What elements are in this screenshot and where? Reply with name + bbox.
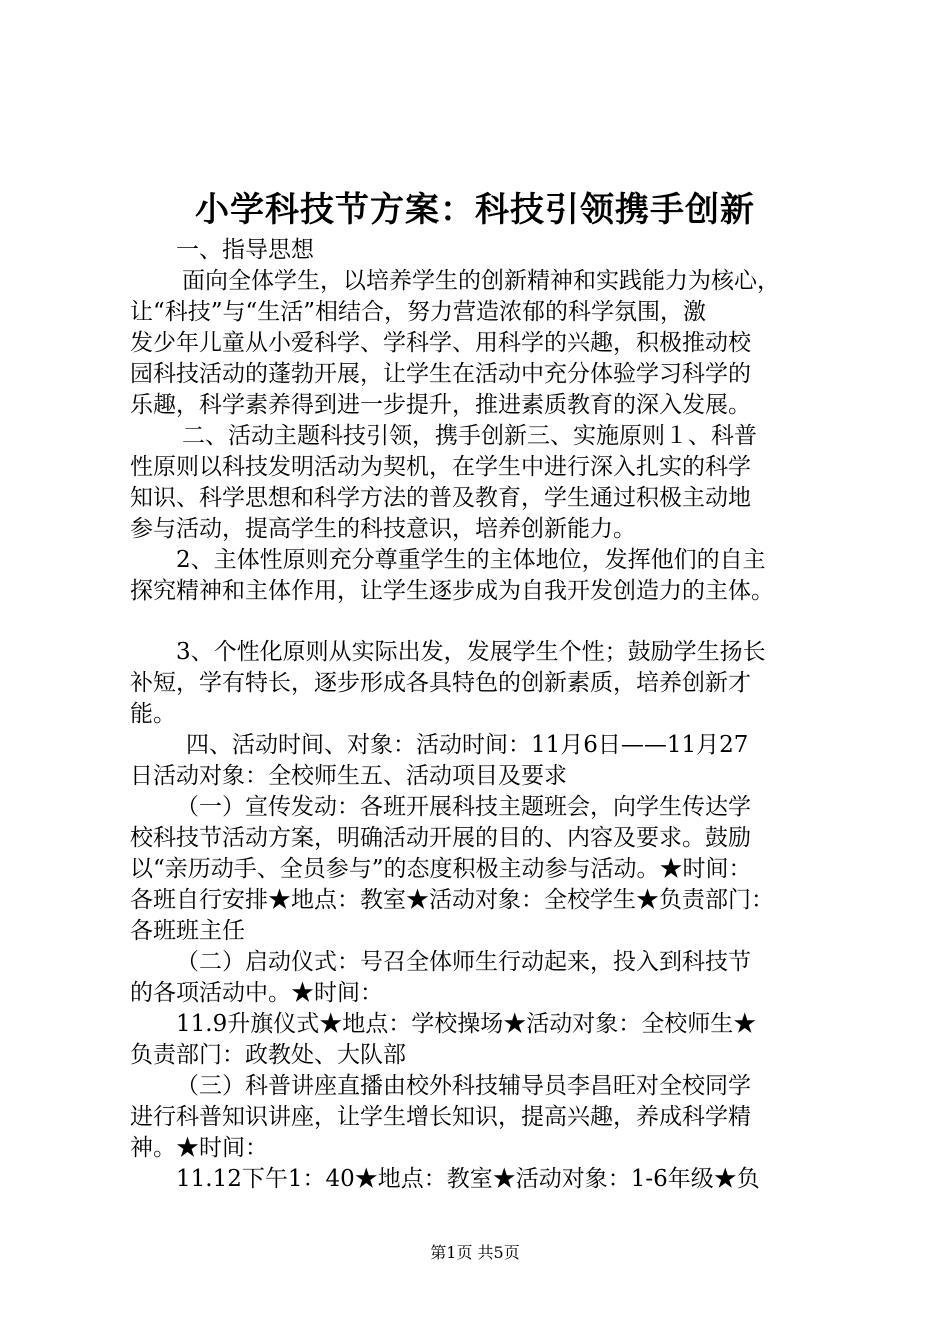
paragraph-line: 乐趣，科学素养得到进一步提升，推进素质教育的深入发展。 xyxy=(130,392,751,418)
paragraph-line: 校科技节活动方案，明确活动开展的目的、内容及要求。鼓励 xyxy=(130,825,751,851)
paragraph-line: 让“科技”与“生活”相结合，努力营造浓郁的科学氛围，激 xyxy=(130,299,707,325)
paragraph-line: 2、主体性原则充分尊重学生的主体地位，发挥他们的自主 xyxy=(176,547,766,573)
paragraph-line: 11.9升旗仪式★地点：学校操场★活动对象：全校师生★ xyxy=(176,1011,757,1037)
paragraph-line: 面向全体学生，以培养学生的创新精神和实践能力为核心， xyxy=(182,268,780,294)
paragraph-line: 负责部门：政教处、大队部 xyxy=(130,1042,406,1068)
paragraph-line: 进行科普知识讲座，让学生增长知识，提高兴趣，养成科学精 xyxy=(130,1104,751,1130)
document-body xyxy=(130,235,830,1195)
paragraph-line: 各班自行安排★地点：教室★活动对象：全校学生★负责部门： xyxy=(130,887,774,913)
paragraph-line: 各班班主任 xyxy=(130,918,245,944)
blank-line xyxy=(130,607,830,637)
document-title: 小学科技节方案：科技引领携手创新 xyxy=(195,190,755,230)
paragraph-line: 知识、科学思想和科学方法的普及教育，学生通过积极主动地 xyxy=(130,485,751,511)
paragraph-line: 以“亲历动手、全员参与”的态度积极主动参与活动。★时间： xyxy=(130,856,752,882)
paragraph-line: 日活动对象：全校师生五、活动项目及要求 xyxy=(130,763,567,789)
paragraph-line: （一）宣传发动：各班开展科技主题班会，向学生传达学 xyxy=(176,794,751,820)
paragraph-line: 二、活动主题科技引领，携手创新三、实施原则１、科普 xyxy=(182,423,757,449)
paragraph-line: 11.12下午1：40★地点：教室★活动对象：1-6年级★负 xyxy=(176,1166,760,1192)
paragraph-line: 神。★时间： xyxy=(130,1135,268,1161)
paragraph-line: 的各项活动中。★时间： xyxy=(130,980,383,1006)
paragraph-line: 发少年儿童从小爱科学、学科学、用科学的兴趣，积极推动校 xyxy=(130,330,751,356)
page-number: 第1页 共5页 xyxy=(430,1243,520,1262)
paragraph-line: 3、个性化原则从实际出发，发展学生个性；鼓励学生扬长 xyxy=(176,639,766,665)
paragraph-line: 参与活动，提高学生的科技意识，培养创新能力。 xyxy=(130,516,636,542)
paragraph-line: 能。 xyxy=(130,701,176,727)
paragraph-line: 园科技活动的蓬勃开展，让学生在活动中充分体验学习科学的 xyxy=(130,361,751,387)
paragraph-line: （三）科普讲座直播由校外科技辅导员李昌旺对全校同学 xyxy=(176,1073,751,1099)
section-heading: 一、指导思想 xyxy=(176,237,314,263)
paragraph-line: 探究精神和主体作用，让学生逐步成为自我开发创造力的主体。 xyxy=(130,578,774,604)
paragraph-line: 补短，学有特长，逐步形成各具特色的创新素质，培养创新才 xyxy=(130,670,751,696)
paragraph-line: 性原则以科技发明活动为契机，在学生中进行深入扎实的科学 xyxy=(130,454,751,480)
paragraph-line: 四、活动时间、对象：活动时间：11月6日——11月27 xyxy=(186,732,749,758)
paragraph-line: （二）启动仪式：号召全体师生行动起来，投入到科技节 xyxy=(176,949,751,975)
